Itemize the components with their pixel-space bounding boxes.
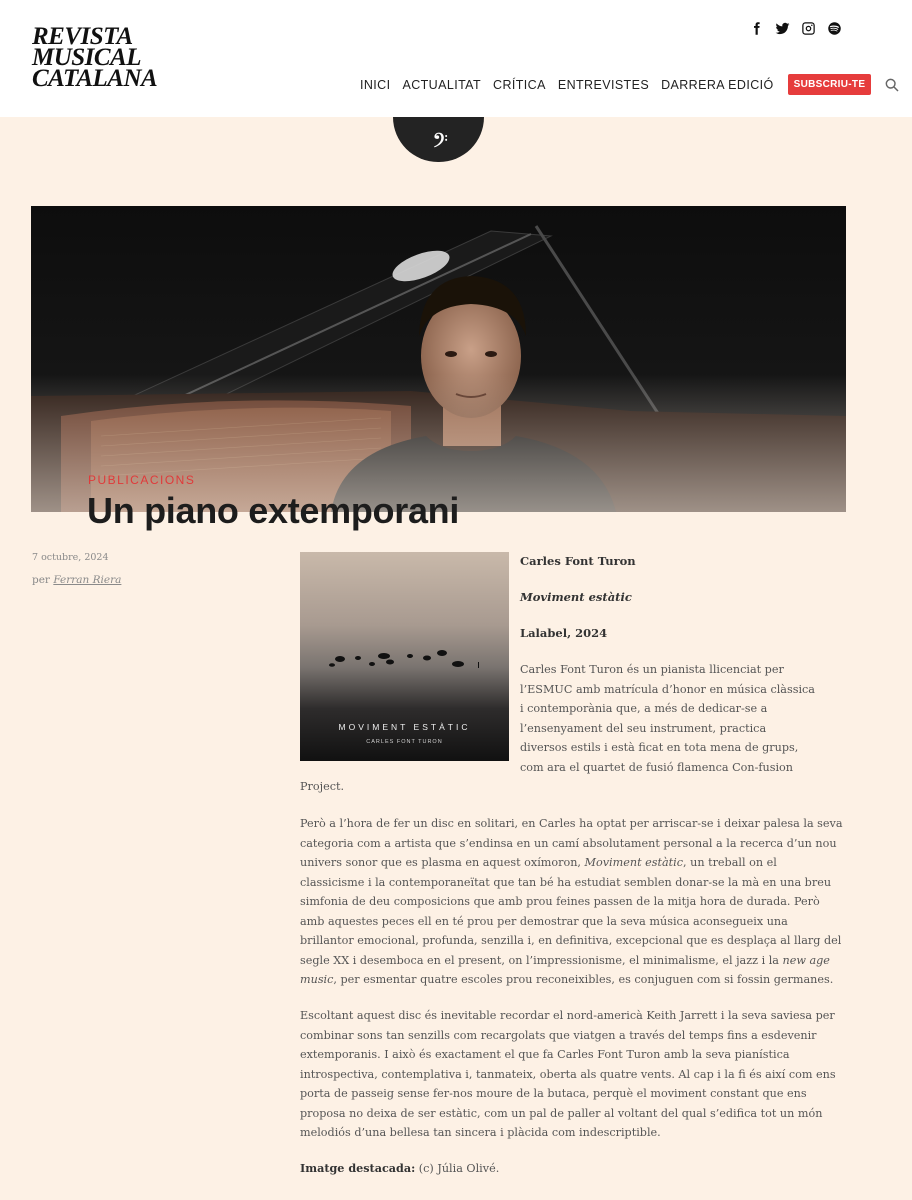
search-icon[interactable] bbox=[883, 76, 901, 94]
text-line bbox=[300, 970, 843, 990]
text-line: diversos estils i està ficat en tota mena de grups, bbox=[520, 741, 799, 754]
text-line: Però a l’hora de fer un disc en solitari, en Carles ha optat per arriscar-se i deixar palesa la seva bbox=[300, 817, 843, 830]
logo-line-3: CATALANA bbox=[32, 65, 158, 92]
nav-item-darrera-edicio[interactable]: DARRERA EDICIÓ bbox=[661, 77, 774, 92]
instagram-icon[interactable] bbox=[800, 19, 816, 37]
nav-item-actualitat[interactable]: ACTUALITAT bbox=[402, 77, 482, 92]
text-line: Escoltant aquest disc és inevitable recordar el nord-americà Keith Jarrett i la seva saviesa per bbox=[300, 1009, 835, 1022]
social-links bbox=[748, 19, 842, 37]
text-line: porta de passeig sense fer-nos moure de la butaca, perquè el moviment constant que ens bbox=[300, 1087, 807, 1100]
section-badge bbox=[393, 117, 484, 162]
credit-label: Imatge destacada: bbox=[300, 1161, 416, 1175]
text-line bbox=[300, 951, 843, 971]
image-credit bbox=[300, 1161, 499, 1175]
article-date: 7 octubre, 2024 bbox=[32, 552, 109, 563]
text-line: Carles Font Turon és un pianista llicenciat per bbox=[520, 663, 784, 676]
text-fragment: segle XX i desemboca en el present, on l’impressionisme, el minimalisme, el jazz i la bbox=[300, 953, 783, 967]
bass-clef-icon bbox=[428, 129, 450, 151]
text-line: brillantor emocional, profunda, senzilla i, en definitiva, excepcional que es desplaça al llarg del bbox=[300, 934, 842, 947]
album-name: Moviment estàtic bbox=[584, 856, 683, 869]
paragraph-3 bbox=[300, 1006, 836, 1143]
album-cover bbox=[300, 552, 509, 761]
twitter-icon[interactable] bbox=[774, 19, 790, 37]
cover-artist: CARLES FONT TURON bbox=[366, 739, 443, 745]
paragraph-intro bbox=[520, 660, 815, 777]
info-artist: Carles Font Turon bbox=[520, 554, 636, 568]
subscribe-button[interactable]: SUBSCRIU-TE bbox=[788, 74, 872, 95]
paragraph-intro-tail bbox=[300, 777, 344, 797]
text-fragment: , per esmentar quatre escoles prou reconeixibles, es conjuguen com si fossin germanes. bbox=[333, 973, 834, 986]
text-line: categoria com a artista que s’endinsa en un camí absolutament personal a la recerca d’un nou bbox=[300, 836, 837, 850]
text-line: simfonia de deu composicions que amb prou feines passen de la mitja hora de durada. Però bbox=[300, 895, 820, 908]
author-link[interactable]: Ferran Riera bbox=[53, 574, 122, 586]
text-line: Project. bbox=[300, 780, 345, 793]
nav-item-entrevistes[interactable]: ENTREVISTES bbox=[557, 77, 650, 92]
text-line: combinar sons tan senzills com recargolats que viatgen a través del temps fins a esdevenir bbox=[300, 1028, 817, 1042]
article-author bbox=[32, 574, 121, 586]
info-label: Lalabel, 2024 bbox=[520, 626, 608, 640]
text-line bbox=[300, 853, 843, 873]
article-category[interactable]: PUBLICACIONS bbox=[88, 473, 196, 487]
text-line: l’ensenyament del seu instrument, practica bbox=[520, 721, 767, 735]
site-header bbox=[0, 0, 912, 117]
text-line: l’ESMUC amb matrícula d’honor en música clàssica bbox=[520, 682, 815, 696]
main-nav bbox=[360, 74, 901, 95]
text-line: melodiós d’una bellesa tan sincera i plàcida com indescriptible. bbox=[300, 1126, 661, 1139]
logo-line-2: MUSICAL bbox=[32, 44, 142, 71]
credit-value: (c) Júlia Olivé. bbox=[415, 1162, 500, 1175]
logo-line-1: REVISTA bbox=[32, 23, 133, 50]
paragraph-2 bbox=[300, 814, 843, 990]
text-fragment: univers sonor que es plasma en aquest oxímoron, bbox=[300, 856, 585, 869]
text-line: i contemporània que, a més de dedicar-se a bbox=[520, 702, 768, 715]
site-logo[interactable] bbox=[32, 23, 158, 92]
facebook-icon[interactable] bbox=[748, 19, 764, 37]
hero-image bbox=[31, 206, 846, 512]
cover-title: MOVIMENT ESTÀTIC bbox=[338, 722, 471, 732]
spotify-icon[interactable] bbox=[826, 19, 842, 37]
text-line: amb aquestes peces ell en té prou per demostrar que la seva música aconsegueix una bbox=[300, 914, 788, 928]
text-line: proposa no deixa de ser estàtic, com un pal de paller al voltant del qual s’edifica tot un món bbox=[300, 1106, 823, 1120]
genre-name: music bbox=[300, 973, 334, 986]
nav-item-inici[interactable]: INICI bbox=[360, 77, 391, 92]
article-title: Un piano extemporani bbox=[87, 490, 460, 531]
author-prefix: per bbox=[32, 574, 50, 586]
text-fragment: , un treball on el bbox=[683, 856, 777, 869]
info-album: Moviment estàtic bbox=[520, 590, 632, 604]
text-line: extemporanis. I això és exactament el que fa Carles Font Turon amb la seva pianística bbox=[300, 1048, 790, 1061]
text-line: introspectiva, contemplativa i, tanmateix, oberta als quatre vents. Al cap i la fi és així com ens bbox=[300, 1067, 836, 1081]
nav-item-critica[interactable]: CRÍTICA bbox=[493, 77, 546, 92]
text-line: classicisme i la contemporaneïtat que tan bé ha estudiat semblen donar-se la mà en una breu bbox=[300, 875, 832, 889]
genre-name: new age bbox=[782, 953, 830, 967]
text-line: com ara el quartet de fusió flamenca Con-fusion bbox=[520, 760, 793, 774]
